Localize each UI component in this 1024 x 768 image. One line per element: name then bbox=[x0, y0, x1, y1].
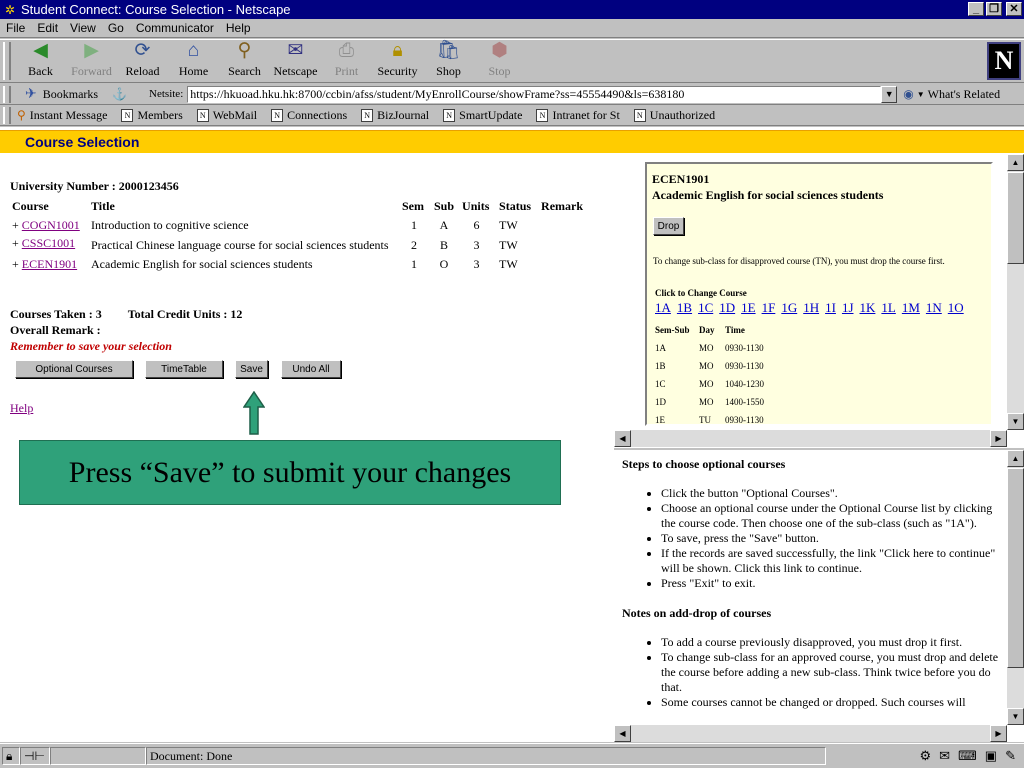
col-day: Day bbox=[699, 325, 715, 335]
up-arrow-icon bbox=[243, 391, 265, 435]
bookmarks-icon: ✈ bbox=[25, 86, 37, 102]
print-icon: ⎙ bbox=[338, 40, 355, 61]
course-detail-panel bbox=[645, 162, 993, 426]
subclass-link-1n[interactable]: 1N bbox=[925, 300, 942, 315]
summary-line bbox=[10, 307, 242, 322]
course-status: TW bbox=[499, 218, 518, 232]
lock-icon: 🔒︎ bbox=[392, 40, 403, 61]
scroll-up-button[interactable]: ▲ bbox=[1007, 450, 1024, 467]
connections-link[interactable]: N Connections bbox=[271, 108, 347, 123]
course-table bbox=[8, 197, 587, 273]
course-title: Practical Chinese language course for social sciences students bbox=[91, 238, 389, 252]
scroll-up-button[interactable]: ▲ bbox=[1007, 154, 1024, 171]
col-sem: Sem bbox=[402, 199, 424, 213]
course-units: 6 bbox=[473, 218, 480, 232]
notes-list bbox=[661, 635, 1024, 710]
course-sem: 1 bbox=[411, 257, 417, 271]
scroll-left-button[interactable]: ◀ bbox=[614, 725, 631, 742]
home-button[interactable]: ⌂ Home bbox=[178, 40, 209, 78]
save-button[interactable]: Save bbox=[235, 360, 268, 378]
page-icon: N bbox=[634, 109, 646, 122]
timetable-button[interactable]: TimeTable bbox=[145, 360, 223, 378]
netscape-logo[interactable]: N bbox=[987, 42, 1021, 80]
composer-icon[interactable]: ▣ bbox=[984, 748, 998, 763]
person-icon: ⚲ bbox=[17, 107, 26, 122]
expand-icon[interactable]: + bbox=[12, 218, 19, 232]
schedule-table bbox=[655, 321, 767, 426]
table-header-row bbox=[8, 197, 587, 216]
list-item: • Choose an optional course under the Optional Course list by clicking the course code. Then choose one of the sub-class (such as "1A"). bbox=[661, 501, 1006, 531]
col-status: Status bbox=[499, 199, 532, 213]
subclass-link-1o[interactable]: 1O bbox=[947, 300, 964, 315]
status-text: Document: Done bbox=[146, 747, 826, 765]
total-credit-units: Total Credit Units : 12 bbox=[127, 307, 243, 321]
list-item: • If the records are saved successfully, the link "Click here to continue" will be shown. Click this link to continue. bbox=[661, 546, 1006, 576]
col-time: Time bbox=[725, 325, 745, 335]
list-item: • To save, press the "Save" button. bbox=[661, 531, 1006, 546]
scroll-thumb[interactable] bbox=[1007, 172, 1024, 264]
location-grip[interactable] bbox=[3, 86, 11, 103]
steps-list bbox=[661, 486, 1024, 591]
table-row bbox=[8, 216, 587, 235]
instructions-vertical-scrollbar[interactable] bbox=[1007, 450, 1024, 725]
course-link-cogn1001[interactable]: COGN1001 bbox=[21, 218, 80, 232]
subclass-link-1h[interactable]: 1H bbox=[803, 300, 820, 315]
page-icon: N bbox=[443, 109, 455, 122]
url-dropdown-button[interactable]: ▼ bbox=[881, 86, 897, 103]
shop-button[interactable]: 🛍︎ Shop bbox=[436, 40, 461, 78]
course-units: 3 bbox=[473, 257, 480, 271]
page-content bbox=[0, 127, 1024, 742]
page-icon: N bbox=[361, 109, 373, 122]
expand-icon[interactable]: + bbox=[12, 236, 19, 250]
menu-go[interactable]: Go bbox=[107, 21, 124, 35]
course-sub: A bbox=[439, 218, 449, 232]
university-number: University Number : 2000123456 bbox=[10, 179, 179, 193]
shop-icon: 🛍︎ bbox=[436, 40, 461, 61]
courses-taken: Courses Taken : 3 bbox=[10, 307, 102, 321]
course-units: 3 bbox=[473, 238, 480, 252]
main-frame bbox=[0, 154, 614, 742]
course-sem: 2 bbox=[411, 238, 417, 252]
page-icon: N bbox=[121, 109, 133, 122]
print-button[interactable]: ⎙ Print bbox=[334, 40, 359, 78]
course-title: Introduction to cognitive science bbox=[91, 218, 249, 232]
page-proxy-icon[interactable]: ⚓ bbox=[112, 86, 128, 101]
page-icon: N bbox=[536, 109, 548, 122]
subclass-link-1j[interactable]: 1J bbox=[841, 300, 854, 315]
course-sub: B bbox=[440, 238, 449, 252]
steps-heading: Steps to choose optional courses bbox=[622, 457, 786, 471]
minimize-button[interactable]: _ bbox=[968, 2, 984, 16]
detail-horizontal-scrollbar[interactable] bbox=[614, 430, 1007, 447]
notes-heading: Notes on add-drop of courses bbox=[622, 606, 772, 620]
list-item: • Some courses cannot be changed or dropped. Such courses will bbox=[661, 695, 1006, 710]
col-semsub: Sem-Sub bbox=[655, 325, 690, 335]
connection-icon: ⊣⊢ bbox=[20, 747, 50, 765]
table-row bbox=[8, 254, 587, 273]
netsite-label: Netsite: bbox=[149, 88, 184, 100]
navigator-icon[interactable]: ⚙ bbox=[919, 748, 932, 763]
subclass-link-1i[interactable]: 1I bbox=[825, 300, 836, 315]
course-link-cssc1001[interactable]: CSSC1001 bbox=[21, 236, 76, 250]
overall-remark: Overall Remark : bbox=[10, 323, 101, 337]
drop-note: To change sub-class for disapproved course (TN), you must drop the course first. bbox=[653, 256, 945, 266]
subclass-link-1g[interactable]: 1G bbox=[781, 300, 798, 315]
help-link[interactable]: Help bbox=[10, 401, 34, 415]
course-sem: 1 bbox=[411, 218, 417, 232]
progress-bar bbox=[50, 747, 146, 765]
subclass-link-1a[interactable]: 1A bbox=[655, 300, 671, 315]
detail-vertical-scrollbar[interactable] bbox=[1007, 154, 1024, 430]
stop-icon: ⬢ bbox=[491, 40, 508, 61]
reload-button[interactable]: ⟳ Reload bbox=[125, 40, 160, 78]
undo-all-button[interactable]: Undo All bbox=[281, 360, 341, 378]
location-bar bbox=[0, 84, 1024, 105]
optional-courses-button[interactable]: Optional Courses bbox=[15, 360, 133, 378]
edit-icon[interactable]: ✎ bbox=[1005, 748, 1016, 763]
course-status: TW bbox=[499, 257, 518, 271]
component-bar bbox=[919, 748, 1024, 764]
subclass-links bbox=[655, 300, 964, 316]
url-field[interactable]: https://hkuoad.hku.hk:8700/ccbin/afss/student/MyEnrollCourse/showFrame?ss=45554490&ls=638180 bbox=[187, 86, 881, 103]
security-button[interactable]: 🔒︎ Security bbox=[377, 40, 418, 78]
subclass-link-1k[interactable]: 1K bbox=[859, 300, 876, 315]
subclass-link-1l[interactable]: 1L bbox=[881, 300, 896, 315]
detail-course-title: Academic English for social sciences students bbox=[652, 188, 884, 202]
expand-icon[interactable]: + bbox=[12, 257, 19, 271]
save-reminder: Remember to save your selection bbox=[10, 339, 172, 353]
instant-message-button[interactable]: ⚲ Instant Message bbox=[17, 107, 108, 122]
scroll-right-button[interactable]: ▶ bbox=[990, 430, 1007, 447]
page-title: Course Selection bbox=[25, 134, 140, 150]
close-button[interactable]: ✕ bbox=[1006, 2, 1022, 16]
mail-icon[interactable]: ✉ bbox=[939, 748, 951, 763]
page-icon: N bbox=[197, 109, 209, 122]
discussion-icon[interactable]: ⌨ bbox=[958, 748, 977, 763]
back-button[interactable]: ◀ Back bbox=[28, 40, 53, 78]
reload-icon: ⟳ bbox=[134, 40, 151, 61]
navigation-toolbar bbox=[0, 39, 1024, 83]
instructions-frame bbox=[614, 448, 1024, 742]
window-title: Student Connect: Course Selection - Netscape bbox=[21, 2, 291, 17]
menu-file[interactable]: File bbox=[6, 21, 26, 35]
course-status: TW bbox=[499, 238, 518, 252]
scroll-down-button[interactable]: ▼ bbox=[1007, 708, 1024, 725]
change-course-label: Click to Change Course bbox=[655, 288, 747, 298]
schedule-header-row bbox=[655, 321, 767, 339]
schedule-row: 1B MO 0930-1130 bbox=[655, 361, 764, 371]
bookmarks-button[interactable]: ✈ Bookmarks bbox=[25, 86, 99, 102]
scroll-left-button[interactable]: ◀ bbox=[614, 430, 631, 447]
header-bar bbox=[0, 130, 1024, 153]
detail-course-code: ECEN1901 bbox=[652, 172, 710, 186]
list-item: • Press "Exit" to exit. bbox=[661, 576, 1006, 591]
home-icon: ⌂ bbox=[187, 40, 200, 61]
netscape-icon: ✉ bbox=[287, 40, 304, 61]
subclass-link-1m[interactable]: 1M bbox=[901, 300, 920, 315]
personal-grip[interactable] bbox=[3, 107, 11, 124]
chevron-down-icon: ▼ bbox=[916, 89, 925, 99]
status-bar bbox=[0, 743, 1024, 768]
members-link[interactable]: N Members bbox=[121, 108, 182, 123]
schedule-row: 1D MO 1400-1550 bbox=[655, 397, 764, 407]
course-remark bbox=[537, 235, 587, 254]
security-lock-icon[interactable]: 🔒︎ bbox=[2, 747, 20, 765]
search-icon: ⚲ bbox=[237, 40, 252, 61]
course-title: Academic English for social sciences students bbox=[91, 257, 313, 271]
window-controls bbox=[968, 2, 1022, 16]
scroll-right-button[interactable]: ▶ bbox=[990, 725, 1007, 742]
subclass-link-1b[interactable]: 1B bbox=[676, 300, 693, 315]
menu-help[interactable]: Help bbox=[225, 21, 251, 35]
smartupdate-link[interactable]: N SmartUpdate bbox=[443, 108, 522, 123]
list-item: • To change sub-class for an approved course, you must drop and delete the course before adding a new sub-class. Think twice before you do that. bbox=[661, 650, 1006, 695]
unauthorized-link[interactable]: N Unauthorized bbox=[634, 108, 715, 123]
col-course: Course bbox=[12, 199, 49, 213]
list-item: • To add a course previously disapproved, you must drop it first. bbox=[661, 635, 1006, 650]
subclass-link-1d[interactable]: 1D bbox=[719, 300, 736, 315]
table-row bbox=[8, 235, 587, 254]
save-callout: Press “Save” to submit your changes bbox=[19, 440, 561, 505]
schedule-row: 1E TU 0930-1130 bbox=[655, 415, 764, 425]
course-link-ecen1901[interactable]: ECEN1901 bbox=[21, 257, 78, 271]
col-remark: Remark bbox=[541, 199, 584, 213]
detail-frame bbox=[614, 154, 1024, 447]
webmail-link[interactable]: N WebMail bbox=[197, 108, 257, 123]
menu-bar bbox=[0, 19, 1024, 38]
col-units: Units bbox=[462, 199, 490, 213]
page-icon: N bbox=[271, 109, 283, 122]
menu-edit[interactable]: Edit bbox=[37, 21, 59, 35]
netscape-app-icon: ✲ bbox=[4, 2, 16, 17]
drop-button[interactable]: Drop bbox=[653, 217, 684, 235]
personal-toolbar bbox=[0, 105, 1024, 126]
related-icon: ◉ bbox=[903, 86, 914, 101]
stop-button[interactable]: ⬢ Stop bbox=[488, 40, 511, 78]
course-remark bbox=[537, 254, 587, 273]
forward-arrow-icon: ▶ bbox=[84, 40, 99, 61]
menu-communicator[interactable]: Communicator bbox=[135, 21, 214, 35]
menu-view[interactable]: View bbox=[70, 21, 96, 35]
course-remark bbox=[537, 216, 587, 235]
schedule-row: 1A MO 0930-1130 bbox=[655, 343, 764, 353]
netscape-button[interactable]: ✉ Netscape bbox=[273, 40, 318, 78]
subclass-link-1f[interactable]: 1F bbox=[761, 300, 776, 315]
maximize-button[interactable]: ❐ bbox=[986, 2, 1002, 16]
subclass-link-1c[interactable]: 1C bbox=[698, 300, 714, 315]
instructions-horizontal-scrollbar[interactable] bbox=[614, 725, 1007, 742]
scroll-down-button[interactable]: ▼ bbox=[1007, 413, 1024, 430]
title-bar bbox=[0, 0, 1024, 19]
whats-related-button[interactable]: ◉ ▼ What's Related bbox=[903, 86, 1001, 101]
col-sub: Sub bbox=[434, 199, 455, 213]
back-arrow-icon: ◀ bbox=[33, 40, 48, 61]
course-sub: O bbox=[439, 257, 449, 271]
schedule-row: 1C MO 1040-1230 bbox=[655, 379, 764, 389]
bizjournal-link[interactable]: N BizJournal bbox=[361, 108, 429, 123]
forward-button[interactable]: ▶ Forward bbox=[71, 40, 112, 78]
toolbar-grip[interactable] bbox=[3, 42, 11, 80]
scroll-thumb[interactable] bbox=[1007, 468, 1024, 668]
subclass-link-1e[interactable]: 1E bbox=[741, 300, 756, 315]
col-title: Title bbox=[91, 199, 115, 213]
list-item: • Click the button "Optional Courses". bbox=[661, 486, 1006, 501]
search-button[interactable]: ⚲ Search bbox=[228, 40, 261, 78]
intranet-link[interactable]: N Intranet for St bbox=[536, 108, 619, 123]
